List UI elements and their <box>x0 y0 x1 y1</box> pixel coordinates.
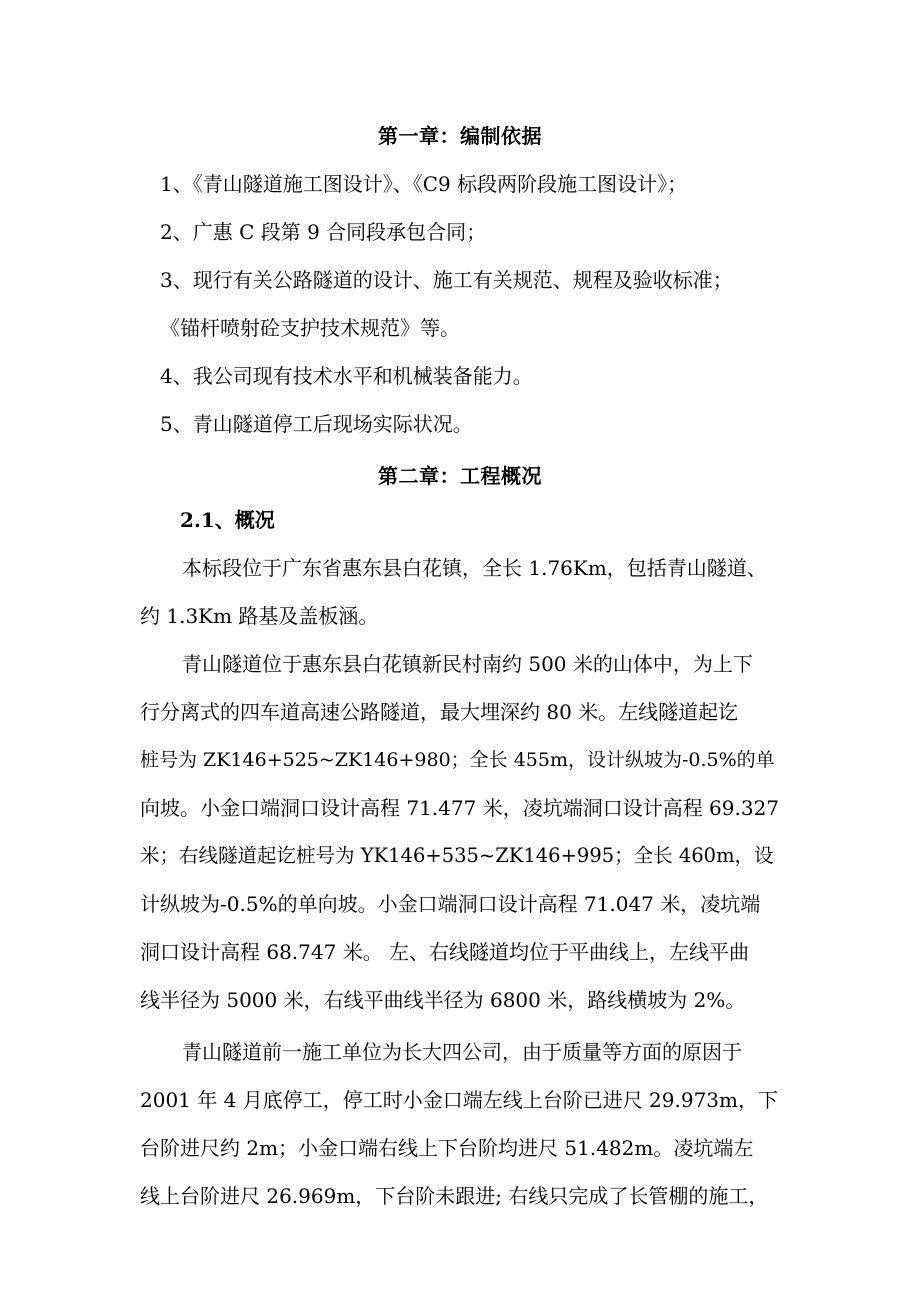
para2-line-5: 米；右线隧道起讫桩号为 YK146+535~ZK146+995；全长 460m，设 <box>140 844 774 867</box>
para2-line-8: 线半径为 5000 米，右线平曲线半径为 6800 米，路线横坡为 2%。 <box>140 988 746 1012</box>
para3-line-1: 青山隧道前一施工单位为长大四公司，由于质量等方面的原因于 <box>182 1040 742 1064</box>
basis-item-5: 5、青山隧道停工后现场实际状况。 <box>160 412 473 436</box>
para3-line-3: 台阶进尺约 2m；小金口端右线上下台阶均进尺 51.482m。凌坑端左 <box>140 1136 754 1160</box>
chapter2-title: 第二章：工程概况 <box>378 464 542 488</box>
basis-item-4: 4、我公司现有技术水平和机械装备能力。 <box>160 364 533 388</box>
basis-item-3-cont: 《锚杆喷射砼支护技术规范》等。 <box>160 316 460 340</box>
para3-line-2: 2001 年 4 月底停工，停工时小金口端左线上台阶已进尺 29.973m，下 <box>140 1088 778 1112</box>
para2-line-6: 计纵坡为-0.5%的单向坡。小金口端洞口设计高程 71.047 米，凌坑端 <box>140 892 761 916</box>
chapter1-title: 第一章：编制依据 <box>378 124 542 148</box>
para2-line-7: 洞口设计高程 68.747 米。 左、右线隧道均位于平曲线上，左线平曲 <box>140 940 750 964</box>
basis-item-2: 2、广惠 C 段第 9 合同段承包合同； <box>160 220 487 244</box>
section-title: 2.1、概况 <box>180 508 275 532</box>
para2-line-4: 向坡。小金口端洞口设计高程 71.477 米，凌坑端洞口设计高程 69.327 <box>140 796 780 820</box>
basis-item-1: 1、《青山隧道施工图设计》、《C9 标段两阶段施工图设计》； <box>160 172 688 196</box>
basis-item-3: 3、现行有关公路隧道的设计、施工有关规范、规程及验收标准； <box>160 268 733 292</box>
para2-line-1: 青山隧道位于惠东县白花镇新民村南约 500 米的山体中，为上下 <box>182 652 753 676</box>
para2-line-2: 行分离式的四车道高速公路隧道，最大埋深约 80 米。左线隧道起讫 <box>140 700 739 724</box>
para3-line-4: 线上台阶进尺 26.969m，下台阶未跟进; 右线只完成了长管棚的施工， <box>140 1184 769 1208</box>
para1-line-2: 约 1.3Km 路基及盖板涵。 <box>140 604 379 628</box>
para2-line-3: 桩号为 ZK146+525~ZK146+980；全长 455m，设计纵坡为-0.5%的单 <box>140 749 775 771</box>
para1-line-1: 本标段位于广东省惠东县白花镇，全长 1.76Km，包括青山隧道、 <box>182 556 767 580</box>
